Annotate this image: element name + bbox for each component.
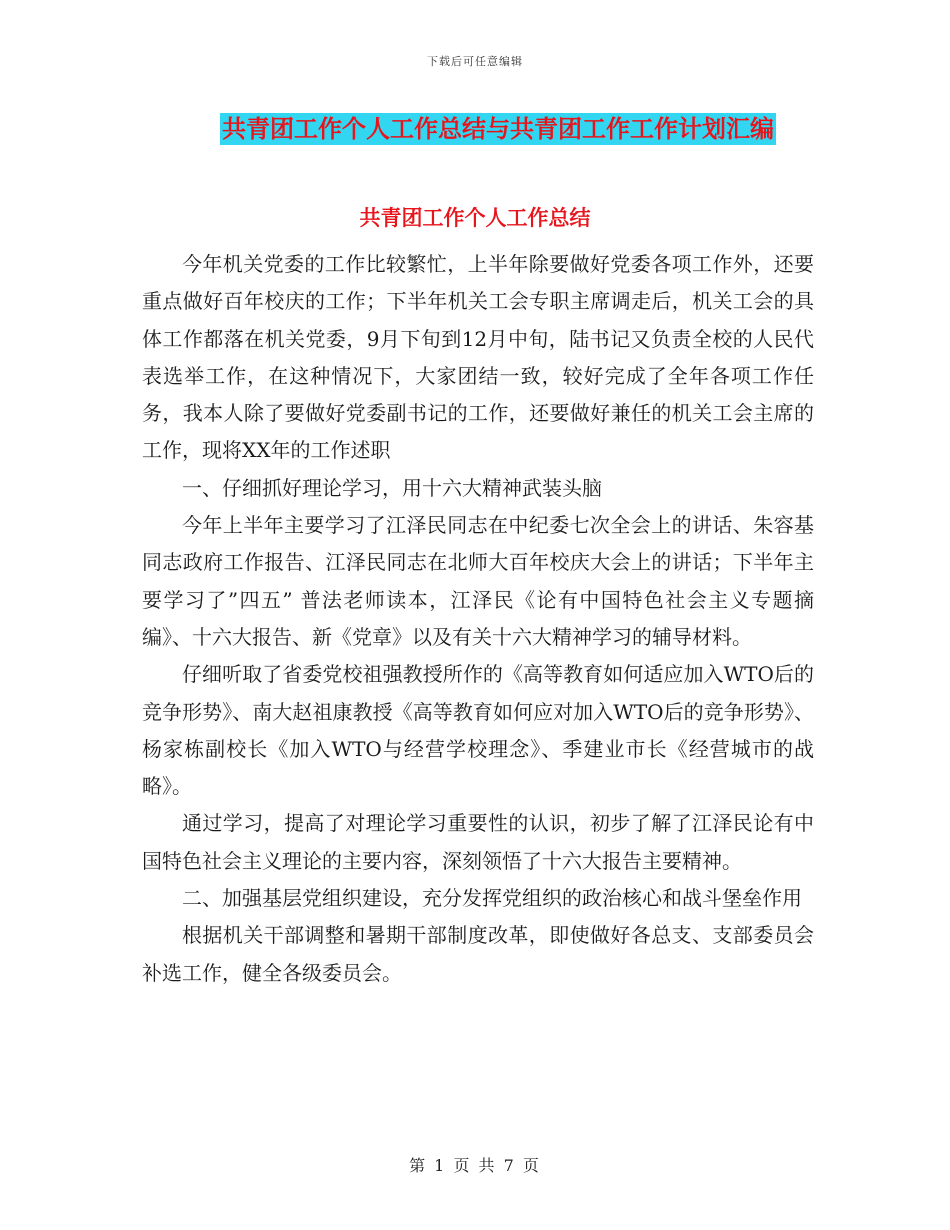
paragraph: 今年机关党委的工作比较繁忙，上半年除要做好党委各项工作外，还要重点做好百年校庆的工作；下半年机关工会专职主席调走后，机关工会的具体工作都落在机关党委，9月下旬到12月中旬，陆书记又负责全校的人民代表选举工作，在这种情况下，大家团结一致，较好完成了全年各项工作任务，我本人除了要做好党委副书记的工作，还要做好兼任的机关工会主席的工作，现将XX年的工作述职 — [142, 252, 814, 463]
paragraph: 今年上半年主要学习了江泽民同志在中纪委七次全会上的讲话、朱容基同志政府工作报告、江泽民同志在北师大百年校庆大会上的讲话；下半年主要学习了”四五” 普法老师读本，江泽民《论有中国特色社会主义专题摘编》、十六大报告、新《党章》以及有关十六大精神学习的辅导材料。 — [142, 513, 814, 649]
paragraph-heading: 一、仔细抓好理论学习，用十六大精神武装头脑 — [182, 475, 602, 500]
document-title-container — [0, 113, 950, 145]
header-note: 下载后可任意编辑 — [427, 55, 523, 68]
body-text — [142, 246, 814, 992]
paragraph-heading: 二、加强基层党组织建设，充分发挥党组织的政治核心和战斗堡垒作用 — [182, 886, 802, 911]
section-title: 共青团工作个人工作总结 — [359, 206, 591, 230]
document-title: 共青团工作个人工作总结与共青团工作工作计划汇编 — [222, 115, 774, 143]
page-footer: 第 1 页 共 7 页 — [409, 1156, 541, 1175]
paragraph: 通过学习，提高了对理论学习重要性的认识，初步了解了江泽民论有中国特色社会主义理论的主要内容，深刻领悟了十六大报告主要精神。 — [142, 811, 814, 873]
paragraph: 根据机关干部调整和暑期干部制度改革，即使做好各总支、支部委员会补选工作，健全各级委员会。 — [142, 923, 814, 985]
paragraph: 仔细听取了省委党校祖强教授所作的《高等教育如何适应加入WTO后的竞争形势》、南大赵祖康教授《高等教育如何应对加入WTO后的竞争形势》、杨家栋副校长《加入WTO与经营学校理念》、季建业市长《经营城市的战略》。 — [142, 662, 814, 799]
